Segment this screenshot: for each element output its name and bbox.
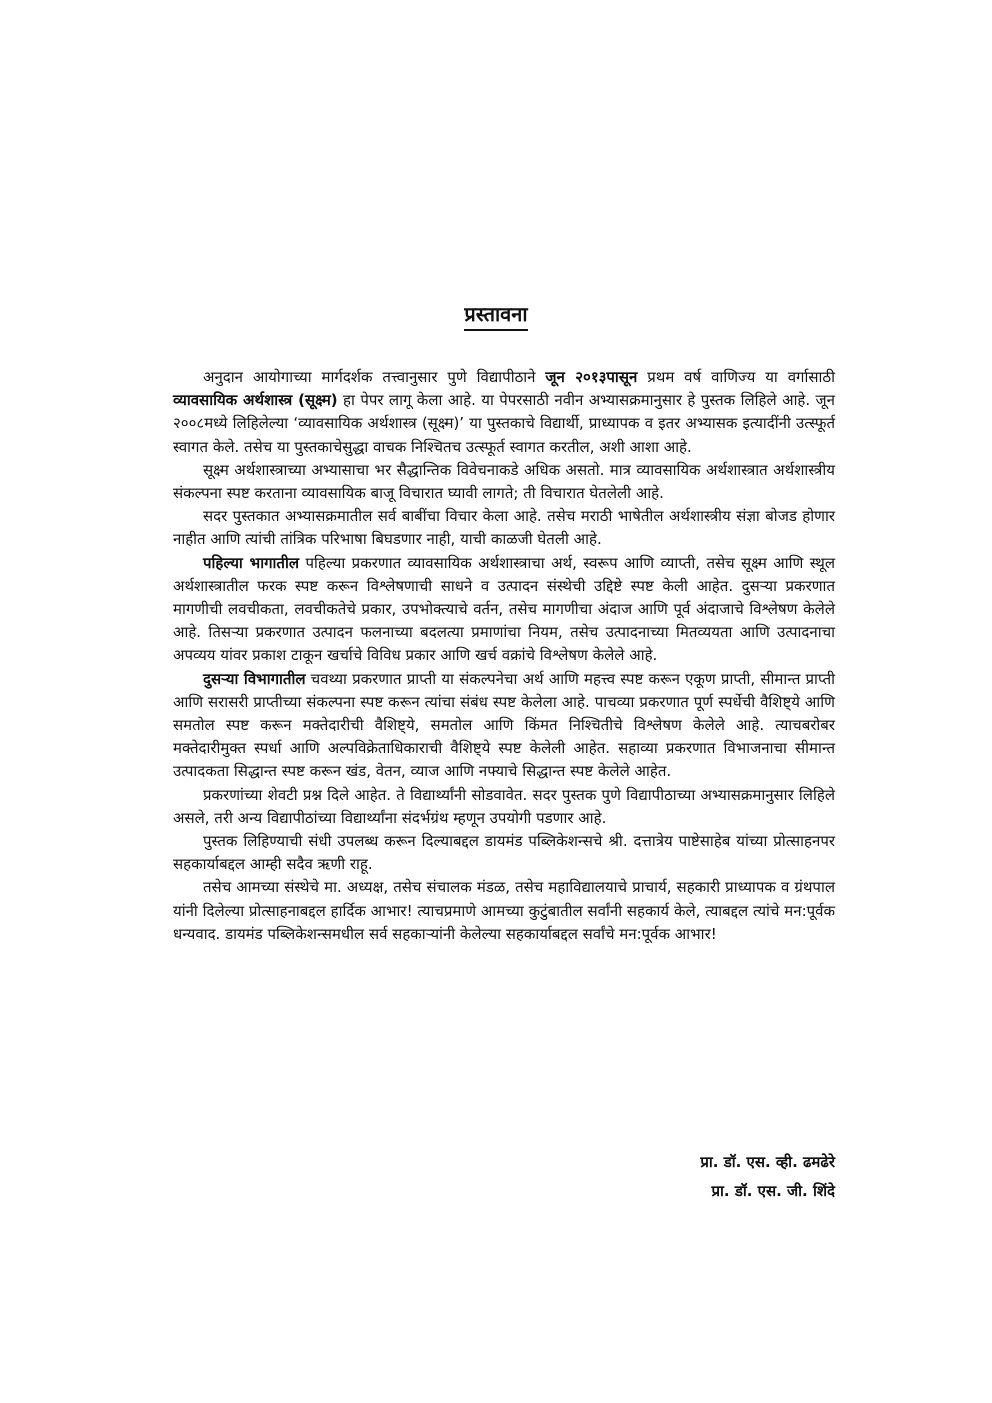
paragraph: [173, 784, 835, 830]
preface-body: [173, 366, 835, 946]
page-title-wrap: [0, 300, 992, 327]
bold-text: दुसऱ्या विभागातील: [203, 669, 306, 688]
paragraph: [173, 459, 835, 505]
bold-text: पहिल्या भागातील: [203, 553, 300, 572]
bold-text: जून २०१३पासून: [545, 368, 638, 386]
paragraph: [173, 830, 835, 876]
text: प्रथम वर्ष वाणिज्य या वर्गासाठी: [637, 368, 835, 386]
paragraph: [173, 505, 835, 551]
page-title: प्रस्तावना: [464, 302, 527, 331]
text: हा पेपर लागू केला आहे. या पेपरसाठी नवीन अभ्यासक्रमानुसार हे पुस्तक लिहिले आहे. जून २००८मध्ये लिहिलेल्या ‘व्यावसायिक अर्थशास्त्र (सूक्ष्म)’ या पुस्तकाचे विद्यार्थी, प्राध्यापक व इतर अभ्यासक इत्यादींनी उत्स्फूर्त स्वागत केले. तसेच या पुस्तकाचेसुद्धा वाचक निश्चितच उत्स्फूर्त स्वागत करतील, अशी आशा आहे.: [173, 391, 836, 456]
bold-text: व्यावसायिक अर्थशास्त्र (सूक्ष्म): [173, 391, 338, 410]
paragraph: [173, 668, 835, 784]
text: प्रकरणांच्या शेवटी प्रश्न दिले आहेत. ते विद्यार्थ्यांनी सोडवावेत. सदर पुस्तक पुणे विद्यापीठाच्या अभ्यासक्रमानुसार लिहिले असले, तरी अन्य विद्यापीठांच्या विद्यार्थ्यांना संदर्भग्रंथ म्हणून उपयोगी पडणार आहे.: [173, 785, 835, 827]
author-signature-1: प्रा. डॉ. एस. व्ही. ढमढेरे: [700, 1153, 835, 1171]
text: सदर पुस्तकात अभ्यासक्रमातील सर्व बाबींचा विचार केला आहे. तसेच मराठी भाषेतील अर्थशास्त्रीय संज्ञा बोजड होणार नाहीत आणि त्यांची तांत्रिक परिभाषा बिघडणार नाही, याची काळजी घेतली आहे.: [173, 507, 835, 549]
paragraph: [173, 366, 835, 459]
paragraph: [173, 876, 835, 946]
text: पुस्तक लिहिण्याची संधी उपलब्ध करून दिल्याबद्दल डायमंड पब्लिकेशन्सचे श्री. दत्तात्रेय पाष्टेसाहेब यांच्या प्रोत्साहनपर सहकार्याबद्दल आम्ही सदैव ऋणी राहू.: [173, 832, 835, 874]
text: अनुदान आयोगाच्या मार्गदर्शक तत्त्वानुसार पुणे विद्यापीठाने: [203, 368, 546, 386]
text: चवथ्या प्रकरणात प्राप्ती या संकल्पनेचा अर्थ आणि महत्त्व स्पष्ट करून एकूण प्राप्ती, सीमान्त प्राप्ती आणि सरासरी प्राप्तीच्या संकल्पना स्पष्ट करून त्यांचा संबंध स्पष्ट केलेला आहे. पाचव्या प्रकरणात पूर्ण स्पर्धेची वैशिष्ट्ये आणि समतोल स्पष्ट करून मक्तेदारीची वैशिष्ट्ये, समतोल आणि किंमत निश्चितीचे विश्लेषण केलेले आहे. त्याचबरोबर मक्तेदारीमुक्त स्पर्धा आणि अल्पविक्रेताधिकाराची वैशिष्ट्ये स्पष्ट केलेली आहेत. सहाव्या प्रकरणात विभाजनाचा सीमान्त उत्पादकता सिद्धान्त स्पष्ट करून खंड, वेतन, व्याज आणि नफ्याचे सिद्धान्त स्पष्ट केलेले आहेत.: [173, 669, 836, 781]
paragraph: [173, 552, 835, 668]
text: सूक्ष्म अर्थशास्त्राच्या अभ्यासाचा भर सैद्धान्तिक विवेचनाकडे अधिक असतो. मात्र व्यावसायिक अर्थशास्त्रात अर्थशास्त्रीय संकल्पना स्पष्ट करताना व्यावसायिक बाजू विचारात घ्यावी लागते; ती विचारात घेतलेली आहे.: [173, 460, 835, 503]
author-signature-2: प्रा. डॉ. एस. जी. शिंदे: [711, 1182, 835, 1200]
text: तसेच आमच्या संस्थेचे मा. अध्यक्ष, तसेच संचालक मंडळ, तसेच महाविद्यालयाचे प्राचार्य, सहकारी प्राध्यापक व ग्रंथपाल यांनी दिलेल्या प्रोत्साहनाबद्दल हार्दिक आभार! त्याचप्रमाणे आमच्या कुटुंबातील सर्वांनी सहकार्य केले, त्याबद्दल त्यांचे मन:पूर्वक धन्यवाद. डायमंड पब्लिकेशन्समधील सर्व सहकाऱ्यांनी केलेल्या सहकार्याबद्दल सर्वांचे मन:पूर्वक आभार!: [173, 878, 835, 943]
text: पहिल्या प्रकरणात व्यावसायिक अर्थशास्त्राचा अर्थ, स्वरूप आणि व्याप्ती, तसेच सूक्ष्म आणि स्थूल अर्थशास्त्रातील फरक स्पष्ट करून विश्लेषणाची साधने व उत्पादन संस्थेची उद्दिष्टे स्पष्ट केली आहेत. दुसऱ्या प्रकरणात मागणीची लवचीकता, लवचीकतेचे प्रकार, उपभोक्त्याचे वर्तन, तसेच मागणीचा अंदाज आणि पूर्व अंदाजाचे विश्लेषण केलेले आहे. तिसऱ्या प्रकरणात उत्पादन फलनाच्या बदलत्या प्रमाणांचा नियम, तसेच उत्पादनाच्या मितव्ययता आणि उत्पादनाचा अपव्यय यांवर प्रकाश टाकून खर्चाचे विविध प्रकार आणि खर्च वक्रांचे विश्लेषण केलेले आहे.: [173, 553, 835, 665]
